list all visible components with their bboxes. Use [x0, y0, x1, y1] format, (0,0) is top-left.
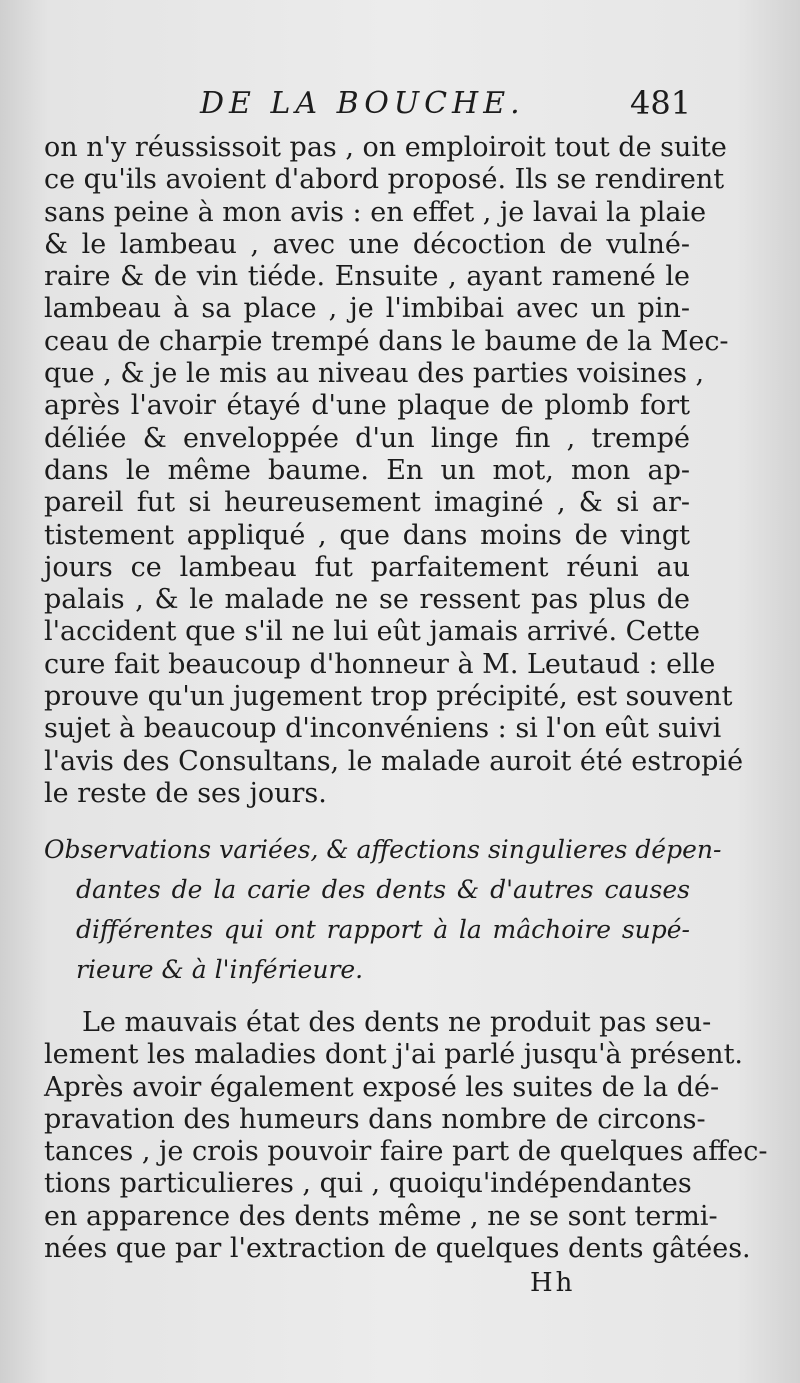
text-line: cure fait beaucoup d'honneur à M. Leutaud : elle — [44, 648, 716, 680]
text-line: l'avis des Consultans, le malade auroit été estropié — [44, 745, 744, 777]
paragraph — [44, 1007, 768, 1265]
paragraph-line: tances , je crois pouvoir faire part de quelques affec- — [44, 1136, 768, 1168]
text-line: l'accident que s'il ne lui eût jamais arrivé. Cette — [44, 616, 700, 648]
text-line: dans le même baume. En un mot, mon ap- — [44, 454, 690, 486]
page-number: 481 — [630, 84, 692, 122]
heading-line: rieure & à l'inférieure. — [76, 955, 364, 984]
paragraph-line: Le mauvais état des dents ne produit pas seu- — [82, 1007, 712, 1038]
paragraph-line: pravation des humeurs dans nombre de circons- — [44, 1103, 706, 1135]
text-line: ceau de charpie trempé dans le baume de la Mec- — [44, 325, 729, 357]
text-line: ce qu'ils avoient d'abord proposé. Ils se rendirent — [44, 164, 725, 196]
text-line: déliée & enveloppée d'un linge fin , trempé — [44, 422, 690, 454]
paragraph-line: lement les maladies dont j'ai parlé jusqu'à présent. — [44, 1039, 744, 1071]
text-line: prouve qu'un jugement trop précipité, est souvent — [44, 681, 733, 713]
text-line: palais , & le malade ne se ressent pas plus de — [44, 584, 690, 616]
text-line: que , & je le mis au niveau des parties voisines , — [44, 358, 705, 390]
text-line: jours ce lambeau fut parfaitement réuni au — [44, 551, 690, 583]
signature-mark: Hh — [530, 1268, 576, 1298]
heading-line: Observations variées, & affections singulieres dépen- — [44, 835, 722, 864]
text-line: raire & de vin tiéde. Ensuite , ayant ramené le — [44, 261, 690, 293]
body-text — [44, 132, 744, 810]
text-line: lambeau à sa place , je l'imbibai avec un pin- — [44, 293, 690, 325]
text-line: tistement appliqué , que dans moins de vingt — [44, 519, 690, 551]
text-line: pareil fut si heureusement imaginé , & si ar- — [44, 487, 690, 519]
running-head: DE LA BOUCHE. — [200, 86, 525, 121]
text-line: sans peine à mon avis : en effet , je lavai la plaie — [44, 196, 707, 228]
heading-line: différentes qui ont rapport à la mâchoire supé- — [76, 915, 690, 944]
text-line: & le lambeau , avec une décoction de vulné- — [44, 228, 690, 260]
paragraph-line: nées que par l'extraction de quelques dents gâtées. — [44, 1233, 751, 1265]
paragraph-line: Après avoir également exposé les suites de la dé- — [44, 1071, 720, 1103]
text-line: on n'y réussissoit pas , on emploiroit tout de suite — [44, 132, 727, 163]
paragraph-line: en apparence des dents même , ne se sont termi- — [44, 1200, 718, 1232]
section-heading — [44, 830, 722, 990]
heading-line: dantes de la carie des dents & d'autres causes — [76, 875, 690, 904]
text-line: le reste de ses jours. — [44, 777, 327, 809]
text-line: sujet à beaucoup d'inconvéniens : si l'on eût suivi — [44, 713, 722, 745]
text-line: après l'avoir étayé d'une plaque de plomb fort — [44, 390, 690, 422]
paragraph-line: tions particulieres , qui , quoiqu'indépendantes — [44, 1168, 692, 1200]
